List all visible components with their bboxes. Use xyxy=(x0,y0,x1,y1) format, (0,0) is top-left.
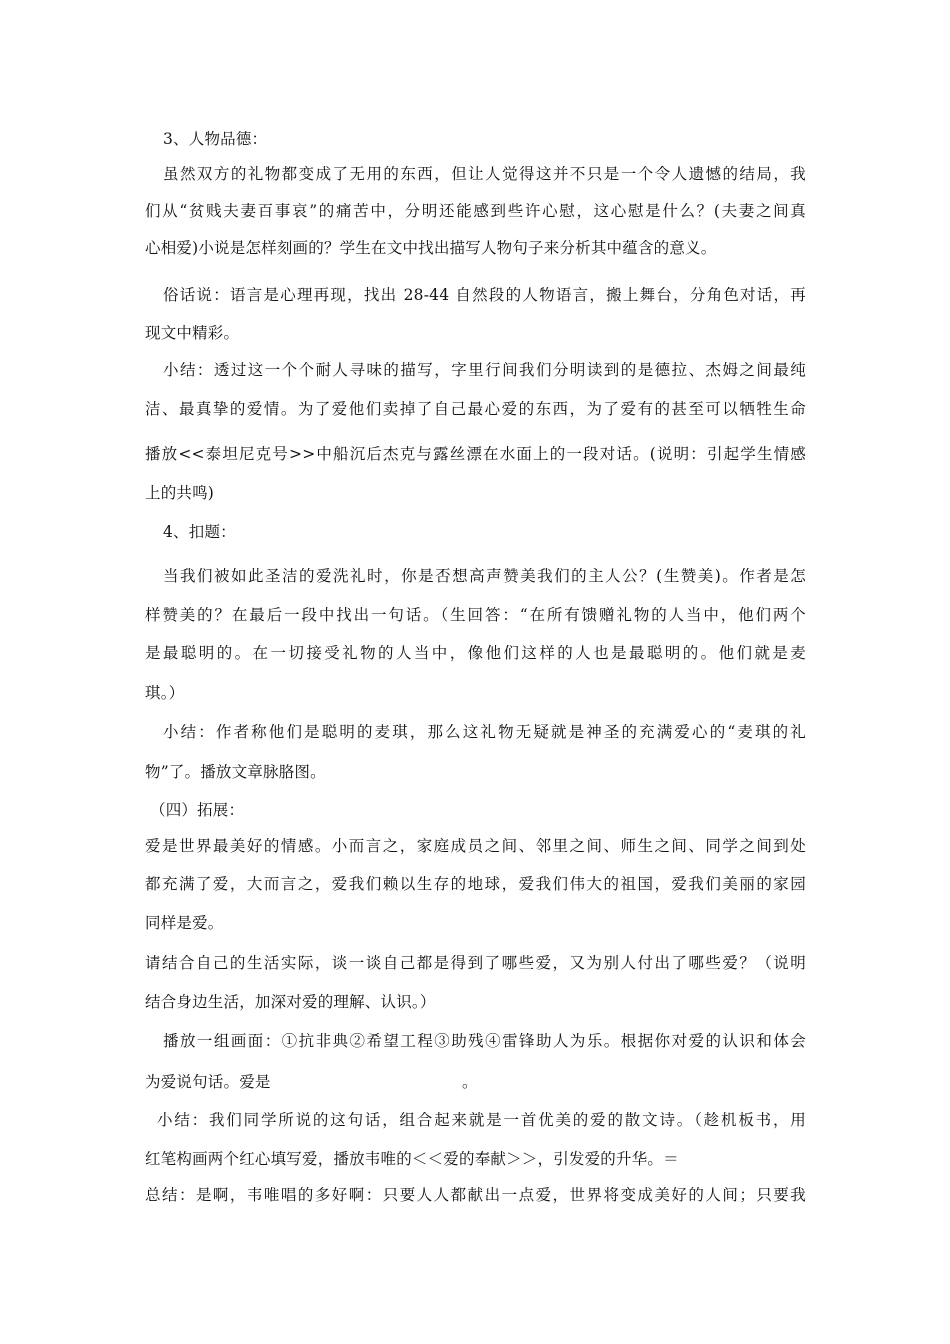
paragraph-line: 当我们被如此圣洁的爱洗礼时，你是否想高声赞美我们的主人公？(生赞美)。作者是怎 xyxy=(163,567,806,585)
paragraph-line: 小结：我们同学所说的这句话，组合起来就是一首优美的爱的散文诗。（趁机板书，用 xyxy=(157,1111,806,1129)
paragraph-line: 洁、最真挚的爱情。为了爱他们卖掉了自己最心爱的东西，为了爱有的甚至可以牺牲生命 xyxy=(145,400,806,418)
paragraph-line: 播放<<泰坦尼克号>>中船沉后杰克与露丝漂在水面上的一段对话。(说明：引起学生情感 xyxy=(145,445,806,463)
paragraph-line: 样赞美的？在最后一段中找出一句话。（生回答：“在所有馈赠礼物的人当中，他们两个 xyxy=(145,606,806,624)
heading-extension: （四）拓展： xyxy=(150,801,245,819)
paragraph-line: 心相爱)小说是怎样刻画的？学生在文中找出描写人物句子来分析其中蕴含的意义。 xyxy=(145,239,717,257)
paragraph-line: 请结合自己的生活实际，谈一谈自己都是得到了哪些爱，又为别人付出了哪些爱？（说明 xyxy=(145,954,806,972)
paragraph-line: 结合身边生活，加深对爱的理解、认识。） xyxy=(145,993,436,1011)
paragraph-line: 红笔构画两个红心填写爱，播放韦唯的＜＜爱的奉献＞＞，引发爱的升华。＝ xyxy=(145,1150,679,1168)
heading-title-link: 4、扣题： xyxy=(163,523,236,541)
paragraph-line: 都充满了爱，大而言之，爱我们赖以生存的地球，爱我们伟大的祖国，爱我们美丽的家园 xyxy=(145,875,806,893)
paragraph-line: 们从“贫贱夫妻百事哀”的痛苦中，分明还能感到些许心慰，这心慰是什么？(夫妻之间真 xyxy=(145,202,806,220)
paragraph-line: 上的共鸣) xyxy=(145,484,215,502)
heading-character-virtue: 3、人物品德： xyxy=(163,130,268,148)
paragraph-line: 虽然双方的礼物都变成了无用的东西，但让人觉得这并不只是一个令人遗憾的结局，我 xyxy=(163,165,806,183)
paragraph-line: 爱是世界最美好的情感。小而言之，家庭成员之间、邻里之间、师生之间、同学之间到处 xyxy=(145,837,806,855)
paragraph-line: 俗话说：语言是心理再现，找出 28-44 自然段的人物语言，搬上舞台，分角色对话，再 xyxy=(163,286,806,304)
paragraph-line: 小结：透过这一个个耐人寻味的描写，字里行间我们分明读到的是德拉、杰姆之间最纯 xyxy=(163,361,806,379)
paragraph-line: 总结：是啊，韦唯唱的多好啊：只要人人都献出一点爱，世界将变成美好的人间；只要我 xyxy=(145,1186,806,1204)
paragraph-line: 是最聪明的。在一切接受礼物的人当中，像他们这样的人也是最聪明的。他们就是麦 xyxy=(145,644,806,662)
paragraph-line: 同样是爱。 xyxy=(145,914,224,932)
paragraph-line: 小结：作者称他们是聪明的麦琪，那么这礼物无疑就是神圣的充满爱心的“麦琪的礼 xyxy=(163,723,806,741)
paragraph-line: 为爱说句话。爱是 xyxy=(145,1073,271,1091)
paragraph-line: 琪。） xyxy=(145,684,185,702)
paragraph-line: 物”了。播放文章脉胳图。 xyxy=(145,763,326,781)
blank-end-mark: 。 xyxy=(462,1073,478,1091)
paragraph-line: 现文中精彩。 xyxy=(145,324,240,342)
paragraph-line: 播放一组画面：①抗非典②希望工程③助残④雷锋助人为乐。根据你对爱的认识和体会 xyxy=(163,1032,806,1050)
